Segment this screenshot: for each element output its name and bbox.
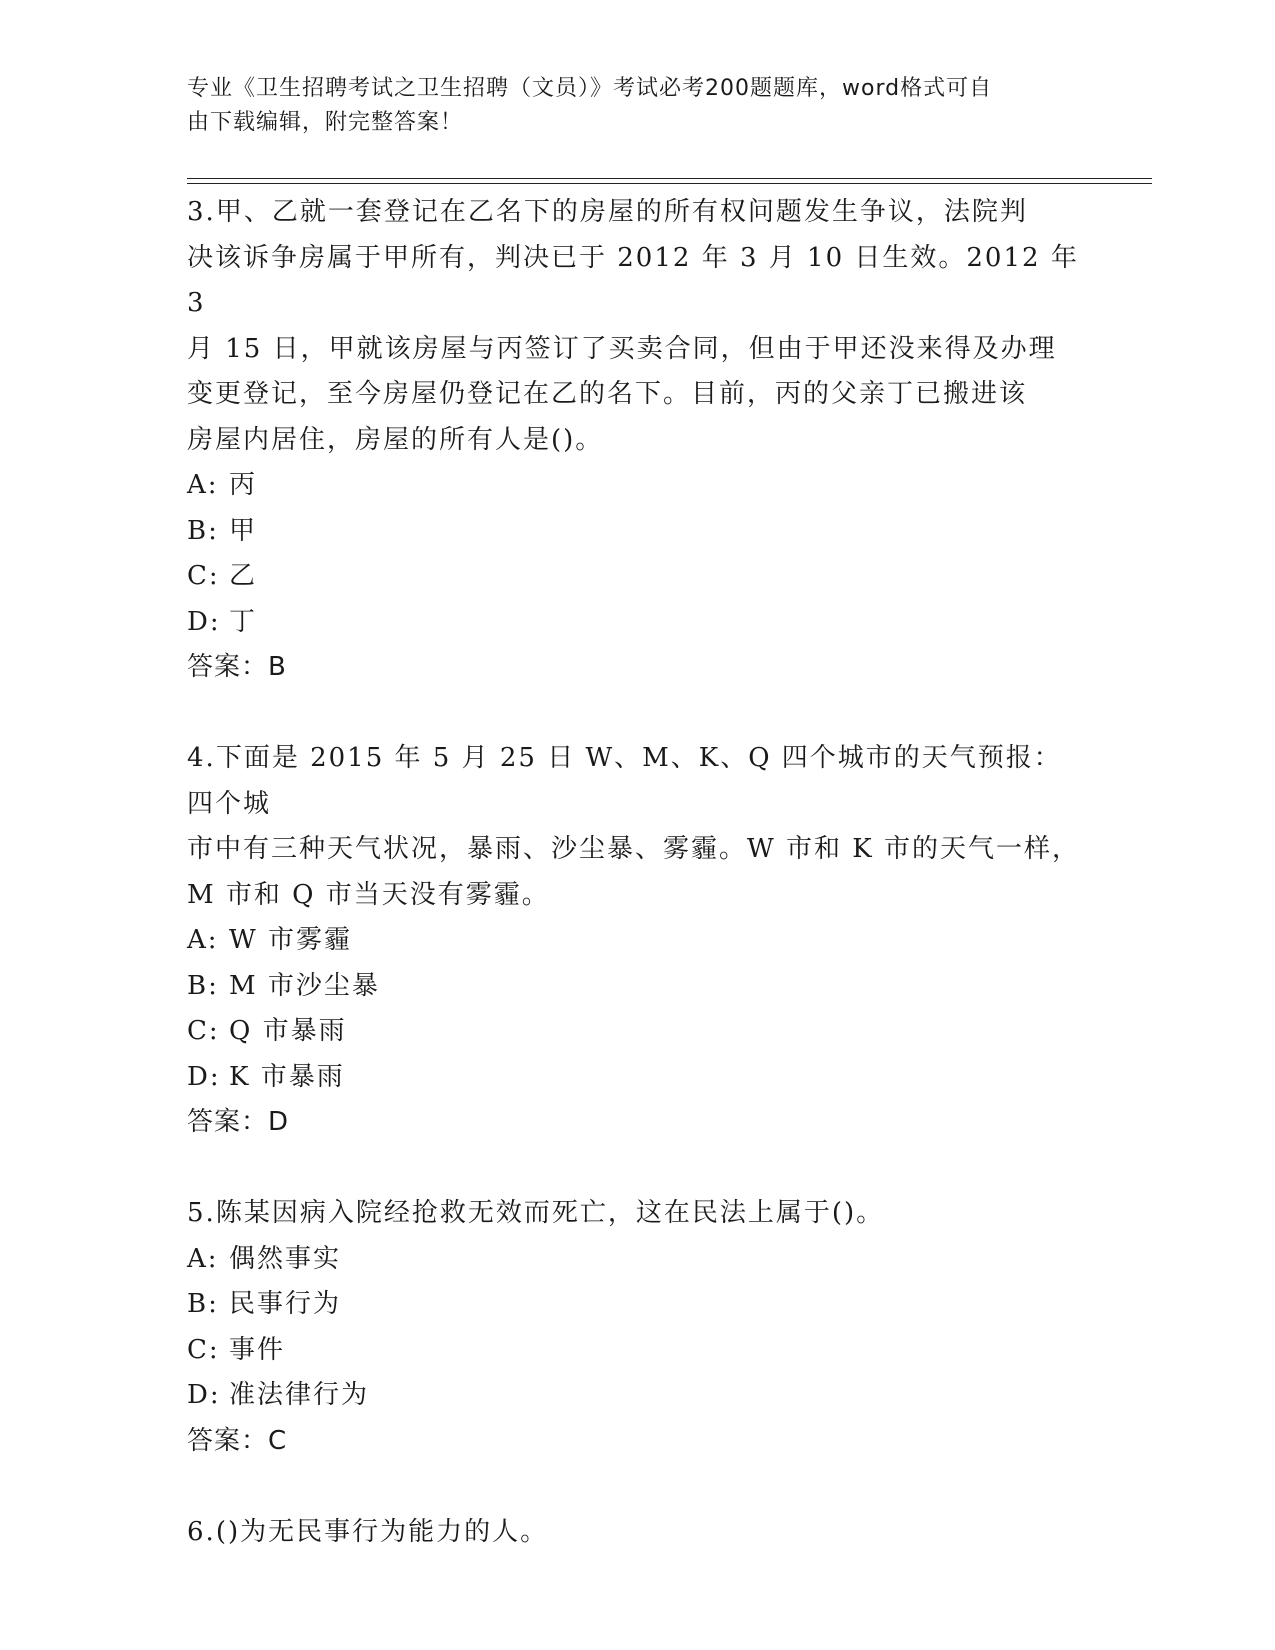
question-stem-first-line [187, 1191, 1087, 1237]
answer-option [187, 1328, 1087, 1374]
question-spacer [187, 1146, 1087, 1192]
option-text: 丁 [229, 606, 258, 637]
question-block [187, 190, 1087, 691]
option-text: K 市暴雨 [229, 1061, 345, 1092]
question-stem-first-line [187, 1510, 1087, 1556]
question-stem-line: M 市和 Q 市当天没有雾霾。 [187, 879, 550, 910]
answer-option [187, 463, 1087, 509]
question-stem-first-line [187, 736, 1087, 827]
answer-option [187, 964, 1087, 1010]
option-text: 丙 [229, 470, 258, 500]
option-text: 民事行为 [229, 1289, 342, 1319]
answer-option [187, 1009, 1087, 1055]
question-list [187, 190, 1087, 1555]
option-text: W 市雾霾 [229, 925, 352, 955]
option-key: D: [187, 606, 221, 637]
option-text: M 市沙尘暴 [229, 970, 380, 1001]
answer-key: 答案：C [187, 1425, 288, 1456]
header-divider-top [187, 178, 1152, 179]
question-number: 3. [187, 197, 216, 227]
option-key: A: [187, 470, 219, 500]
question-stem-line: 市中有三种天气状况，暴雨、沙尘暴、雾霾。W 市和 K 市的天气一样， [187, 834, 1080, 864]
answer-key: 答案：D [187, 1107, 290, 1137]
header-divider-bottom [187, 183, 1152, 184]
option-key: D: [187, 1380, 221, 1410]
question-stem-line: 变更登记，至今房屋仍登记在乙的名下。目前，丙的父亲丁已搬进该 [187, 379, 1028, 409]
question-stem-line: 决该诉争房属于甲所有，判决已于 2012 年 3 月 10 日生效。2012 年 3 [187, 242, 1079, 318]
document-header [187, 72, 1067, 140]
question-number: 6. [187, 1516, 216, 1547]
option-key: B: [187, 970, 219, 1001]
option-key: C: [187, 561, 220, 591]
answer-option [187, 1373, 1087, 1419]
question-text: 下面是 2015 年 5 月 25 日 W、M、K、Q 四个城市的天气预报：四个城 [187, 743, 1062, 819]
option-key: C: [187, 1334, 220, 1365]
option-text: 乙 [229, 561, 258, 591]
question-stem-line: 房屋内居住，房屋的所有人是()。 [187, 424, 604, 455]
question-block [187, 1191, 1087, 1464]
answer-option [187, 918, 1087, 964]
answer-option [187, 509, 1087, 555]
question-text: 陈某因病入院经抢救无效而死亡，这在民法上属于()。 [215, 1198, 885, 1228]
question-block [187, 736, 1087, 1146]
question-text: ()为无民事行为能力的人。 [215, 1516, 549, 1547]
answer-option [187, 554, 1087, 600]
answer-option [187, 1237, 1087, 1283]
question-number: 5. [187, 1198, 216, 1228]
question-spacer [187, 1464, 1087, 1510]
option-text: Q 市暴雨 [229, 1016, 347, 1046]
option-key: D: [187, 1061, 221, 1092]
option-text: 事件 [229, 1334, 286, 1365]
option-key: B: [187, 515, 219, 546]
question-text: 甲、乙就一套登记在乙名下的房屋的所有权问题发生争议，法院判 [215, 197, 1028, 227]
question-block [187, 1510, 1087, 1556]
question-spacer [187, 691, 1087, 737]
option-text: 甲 [229, 515, 258, 546]
question-stem-first-line [187, 190, 1087, 236]
question-number: 4. [187, 743, 216, 773]
question-stem-line: 月 15 日，甲就该房屋与丙签订了买卖合同，但由于甲还没来得及办理 [187, 333, 1057, 364]
header-line-2: 由下载编辑，附完整答案！ [187, 110, 464, 135]
option-key: C: [187, 1016, 220, 1046]
option-key: A: [187, 925, 219, 955]
answer-option [187, 1282, 1087, 1328]
option-key: B: [187, 1289, 219, 1319]
option-key: A: [187, 1243, 219, 1274]
answer-option [187, 1055, 1087, 1101]
header-line-1: 专业《卫生招聘考试之卫生招聘（文员）》考试必考200题题库，word格式可自 [187, 76, 993, 101]
option-text: 准法律行为 [229, 1380, 370, 1410]
answer-key: 答案：B [187, 652, 287, 682]
answer-option [187, 600, 1087, 646]
option-text: 偶然事实 [229, 1243, 342, 1274]
